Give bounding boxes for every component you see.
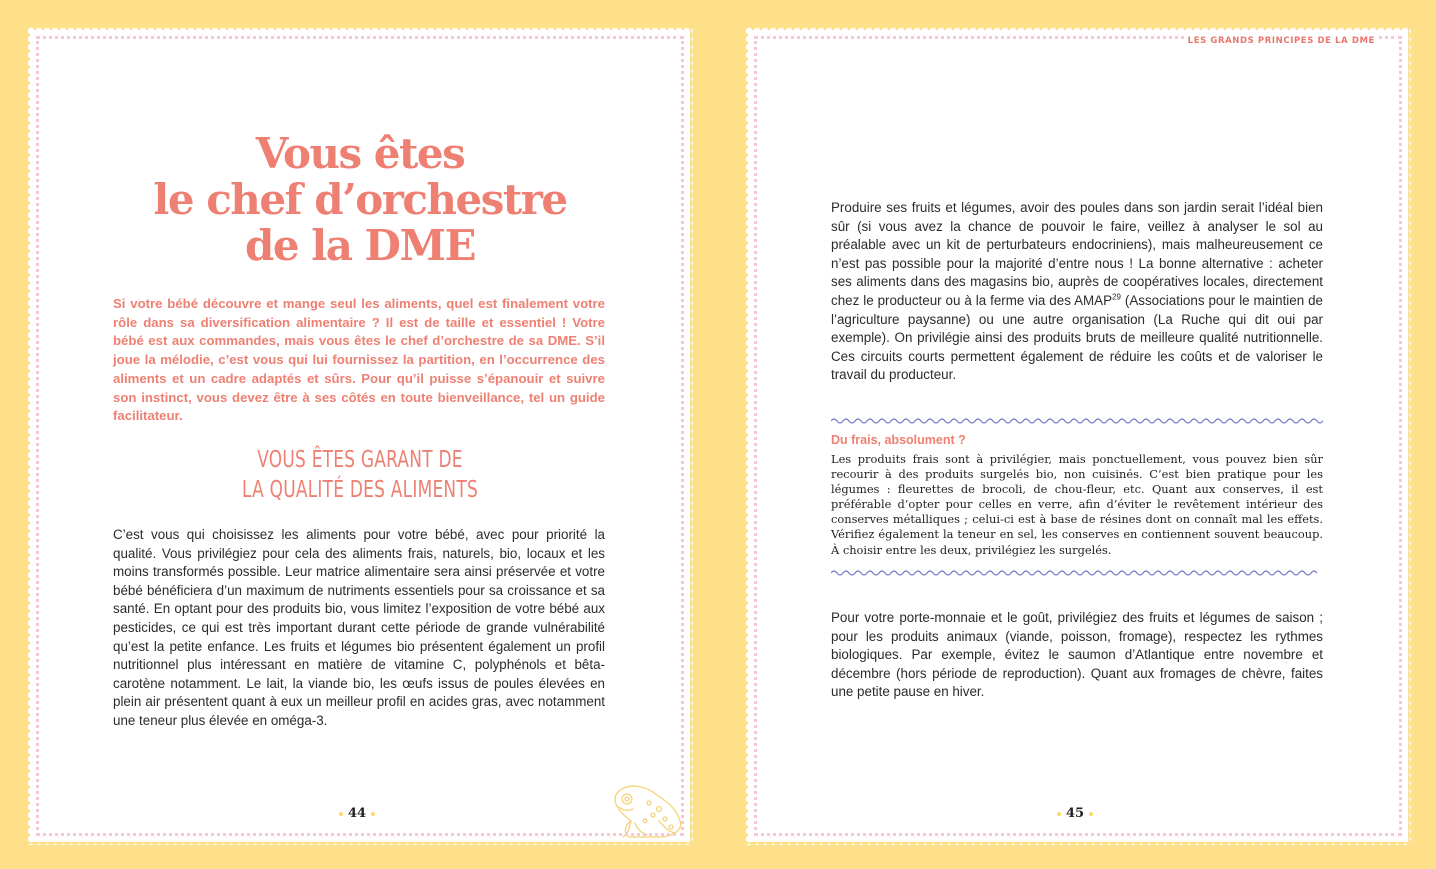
left-page: [33, 33, 687, 839]
box-text: Les produits frais sont à privilégier, mais ponctuellement, vous pouvez bien sûr recourir à des produits surgelés bio, non cuisinés. C’est bien pratique pour les légumes : fleurettes de brocoli, de chou-fleur, etc. Quant aux conserves, il est préférable d’opter pour celles en verre, afin d’éviter le revêtement intérieur des conserves métalliques ; celui-ci est à base de résines dont on connaît mal les effets. Vérifiez également la teneur en sel, les conserves en contiennent souvent beaucoup. À choisir entre les deux, privilégiez les surgelés.: [831, 452, 1323, 557]
body-text-part: (Associations pour le maintien de l’agriculture paysanne) ou une autre organisation (La Ruche qui dit oui par exemple). On privilégie ainsi des produits bruts de meilleure qualité nutritionnelle. Ces circuits courts permettent également de réduire les coûts et de valoriser le travail du producteur.: [831, 292, 1323, 383]
wavy-rule-top: [831, 417, 1323, 425]
page-number-text: 44: [348, 806, 367, 821]
subheading-line-2: LA QUALITÉ DES ALIMENTS: [241, 477, 479, 503]
body-text-part: Produire ses fruits et légumes, avoir des poules dans son jardin serait l’idéal bien sûr (si vous avez la chance de pouvoir le faire, veillez à analyser le sol au préalable avec un kit de perturbateurs endocriniens), mais malheureusement ce n’est pas possible pour la majorité d’entre nous ! La bonne alternative : acheter ses aliments dans des magasins bio, auprès de coopératives locales, directement chez le producteur ou à la ferme via des AMAP: [831, 200, 1323, 308]
title-line-1: Vous êtes: [255, 129, 465, 178]
intro-paragraph: Si votre bébé découvre et mange seul les aliments, quel est finalement votre rôle dans sa diversification alimentaire ? Il est de taille et essentiel ! Votre bébé est aux commandes, mais vous êtes le chef d’orchestre de sa DME. S’il joue la mélodie, c’est vous qui lui fournissez la partition, en l’occurrence des aliments et un cadre adaptés et sûrs. Pour qu’il puisse s’épanouir et suivre son instinct, vous devez être à ses côtés en toute bienveillance, tel un guide facilitateur.: [113, 296, 605, 424]
dot-ornament-icon: [1089, 812, 1093, 816]
page-number: [1057, 806, 1093, 821]
page-number: [339, 806, 375, 821]
footnote-ref[interactable]: 29: [1112, 292, 1121, 302]
chapter-title: [33, 131, 687, 269]
wavy-rule-bottom: [831, 569, 1323, 577]
box-title: Du frais, absolument ?: [831, 433, 966, 447]
dot-ornament-icon: [371, 812, 375, 816]
body-paragraph-2: Pour votre porte-monnaie et le goût, privilégiez des fruits et légumes de saison ; pour les produits animaux (viande, poisson, fromage), respectez les rythmes biologiques. Par exemple, évitez le saumon d’Atlantique entre novembre et décembre (hors période de reproduction). Quant aux fromages de chèvre, faites une petite pause en hiver.: [831, 610, 1323, 700]
running-head: LES GRANDS PRINCIPES DE LA DME: [1184, 35, 1379, 47]
body-paragraph: C’est vous qui choisissez les aliments pour votre bébé, avec pour priorité la qualité. Vous privilégiez pour cela des aliments frais, naturels, bio, locaux et les moins transformés possible. Leur matrice alimentaire sera ainsi préservée et votre bébé bénéficiera d’un maximum de nutriments essentiels pour sa croissance et sa santé. En optant pour des produits bio, vous limitez l’exposition de votre bébé aux pesticides, ce qui est très important durant cette période de grande vulnérabilité qu’est la petite enfance. Les fruits et légumes bio présentent également un profil nutritionnel plus intéressant en matière de vitamine C, polyphénols et bêta-carotène notamment. Le lait, la viande bio, les œufs issus de poules élevées en plein air présentent quant à eux un meilleur profil en acides gras, avec notamment une teneur plus élevée en oméga-3.: [113, 527, 605, 728]
body-paragraph-1: [831, 199, 1323, 385]
section-subheading: [92, 445, 628, 505]
page-number-text: 45: [1066, 806, 1085, 821]
right-page: [751, 33, 1405, 839]
title-line-2: le chef d’orchestre: [153, 175, 567, 224]
subheading-line-1: VOUS ÊTES GARANT DE: [257, 447, 463, 473]
title-line-3: de la DME: [245, 221, 475, 270]
dot-ornament-icon: [339, 812, 343, 816]
frog-illustration-icon: [609, 781, 687, 839]
dot-ornament-icon: [1057, 812, 1061, 816]
